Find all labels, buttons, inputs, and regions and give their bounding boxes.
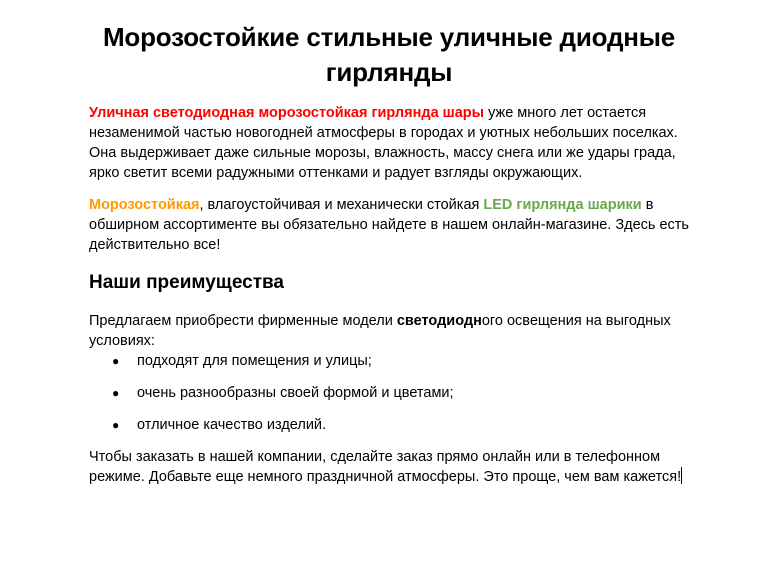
text-cursor	[681, 467, 682, 484]
bullet-icon: ●	[112, 386, 120, 400]
intro-paragraph	[89, 103, 689, 183]
list-item-text: подходят для помещения и улицы;	[137, 353, 372, 369]
paragraph-text: ого освещения на выгодных условиях:	[89, 313, 671, 349]
paragraph-text: Предлагаем приобрести фирменные модели	[89, 313, 397, 329]
list-item	[89, 415, 689, 435]
red-highlight-text: Уличная светодиодная морозостойкая гирлянда шары	[89, 105, 485, 121]
list-item-text: очень разнообразны своей формой и цветами;	[137, 385, 454, 401]
bullet-icon: ●	[112, 418, 120, 432]
paragraph-text: в обширном ассортименте вы обязательно найдете в нашем онлайн-магазине. Здесь есть действительно все!	[89, 197, 689, 253]
advantages-list	[89, 351, 689, 435]
paragraph-text: уже много лет остается незаменимой частью новогодней атмосферы в городах и уютных небольших поселках. Она выдерживает даже сильные морозы, влажность, массу снега или же удары града, ярко светит всеми радужными оттенками и радует взгляды окружающих.	[89, 105, 678, 181]
bold-text: светодиодн	[396, 313, 482, 329]
subheading: Наши преимущества	[89, 272, 285, 293]
green-highlight-text: LED гирлянда шарики	[483, 197, 642, 213]
list-item	[89, 351, 689, 371]
list-item	[89, 383, 689, 403]
closing-paragraph	[89, 447, 689, 487]
page-title: Морозостойкие стильные уличные диодные гирлянды	[102, 22, 676, 87]
advantages-intro	[89, 311, 689, 351]
orange-highlight-text: Морозостойкая	[89, 197, 200, 213]
second-paragraph	[89, 195, 689, 255]
list-item-text: отличное качество изделий.	[137, 417, 327, 433]
paragraph-text: , влагоустойчивая и механически стойкая	[199, 197, 484, 213]
document-body[interactable]	[89, 20, 689, 487]
paragraph-text: Чтобы заказать в нашей компании, сделайте заказ прямо онлайн или в телефонном режиме. Добавьте еще немного праздничной атмосферы. Это проще, чем вам кажется!	[89, 449, 682, 485]
bullet-icon: ●	[112, 354, 120, 368]
